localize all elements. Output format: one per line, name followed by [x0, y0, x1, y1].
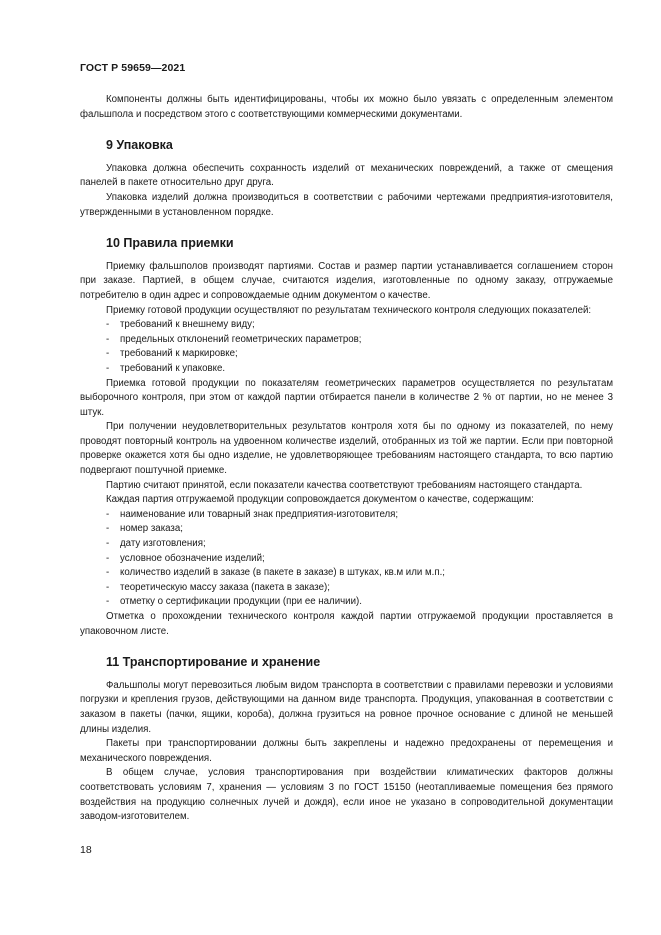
section-10-paragraph: Приемка готовой продукции по показателям геометрических параметров осуществляется по результатам выборочного контроля, при этом от каждой партии отбирается панели в количестве 2 % от партии, но не менее 3 штук. — [80, 377, 613, 418]
section-9-paragraph: Упаковка изделий должна производиться в соответствии с рабочими чертежами предприятия-изготовителя, утвержденными в установленном порядке. — [80, 191, 613, 218]
intro-paragraph: Компоненты должны быть идентифицированы, чтобы их можно было увязать с определенным элементом фальшпола и посредством этого с соответствующими коммерческими документами. — [80, 94, 613, 120]
list-item: - требований к внешнему виду; — [106, 319, 255, 331]
list-item: - условное обозначение изделий; — [106, 552, 265, 564]
section-10-paragraph: Приемку готовой продукции осуществляют по результатам технического контроля следующих показателей: — [106, 304, 592, 316]
section-11-paragraph: Пакеты при транспортировании должны быть закреплены и надежно предохранены от перемещения и механического повреждения. — [80, 738, 613, 764]
document-body — [80, 93, 613, 825]
section-11-paragraph: В общем случае, условия транспортирования при воздействии климатических факторов должны соответствовать условиям 7, хранения — условиям 3 по ГОСТ 15150 (неотапливаемые помещения без прямого воздействия на продукцию солнечных лучей и дождя), если иное не указано в сопроводительной документации заводом-изготовителем. — [80, 767, 613, 823]
section-10-paragraph: Партию считают принятой, если показатели качества соответствуют требованиям настоящего стандарта. — [106, 479, 583, 491]
list-item: - номер заказа; — [106, 523, 183, 535]
section-9-paragraph: Упаковка должна обеспечить сохранность изделий от механических повреждений, а также от смещения панелей в пакете относительно друг друга. — [80, 162, 613, 189]
quality-document-list — [80, 508, 613, 610]
section-11-heading: 11 Транспортирование и хранение — [106, 655, 321, 670]
list-item: - требований к маркировке; — [106, 348, 238, 360]
list-item: - требований к упаковке. — [106, 362, 226, 374]
section-10-paragraph: Приемку фальшполов производят партиями. Состав и размер партии устанавливается соглашением сторон при заказе. Партией, в общем случае, считаются изделия, изготовленные по одному заказу, отгружаемые потребителю в один адрес и сопровождаемые одним документом о качестве. — [80, 260, 613, 301]
list-item: - предельных отклонений геометрических параметров; — [106, 333, 362, 345]
list-item: - дату изготовления; — [106, 538, 206, 550]
section-10-heading: 10 Правила приемки — [106, 236, 234, 251]
list-item: - количество изделий в заказе (в пакете в заказе) в штуках, кв.м или м.п.; — [106, 567, 445, 579]
list-item: - теоретическую массу заказа (пакета в заказе); — [106, 581, 330, 593]
inspection-list — [80, 318, 613, 376]
section-11-paragraph: Фальшполы могут перевозиться любым видом транспорта в соответствии с правилами перевозки и условиями погрузки и крепления грузов, действующими на данном виде транспорта. Продукция, упакованная в соответствии с заказом в пакеты (пачки, ящики, короба), должна грузиться на ровное прочное основание с длиной не меньшей длины изделия. — [80, 679, 613, 735]
section-9-heading: 9 Упаковка — [106, 138, 173, 153]
page-number: 18 — [80, 844, 92, 856]
list-item: - наименование или товарный знак предприятия-изготовителя; — [106, 508, 399, 520]
list-item: - отметку о сертификации продукции (при ее наличии). — [106, 596, 362, 608]
section-10-paragraph: Отметка о прохождении технического контроля каждой партии отгружаемой продукции проставляется в упаковочном листе. — [80, 611, 613, 637]
document-header: ГОСТ Р 59659—2021 — [80, 62, 186, 74]
section-10-paragraph: Каждая партия отгружаемой продукции сопровождается документом о качестве, содержащим: — [106, 494, 534, 506]
section-10-paragraph: При получении неудовлетворительных результатов контроля хотя бы по одному из показателей, по нему проводят повторный контроль на удвоенном количестве изделий, отобранных из той же партии. Если при повторной проверке окажется хотя бы одно изделие, не удовлетворяющее требованиям настоящего стандарта, то всю партию подвергают поштучной приемке. — [80, 421, 613, 477]
